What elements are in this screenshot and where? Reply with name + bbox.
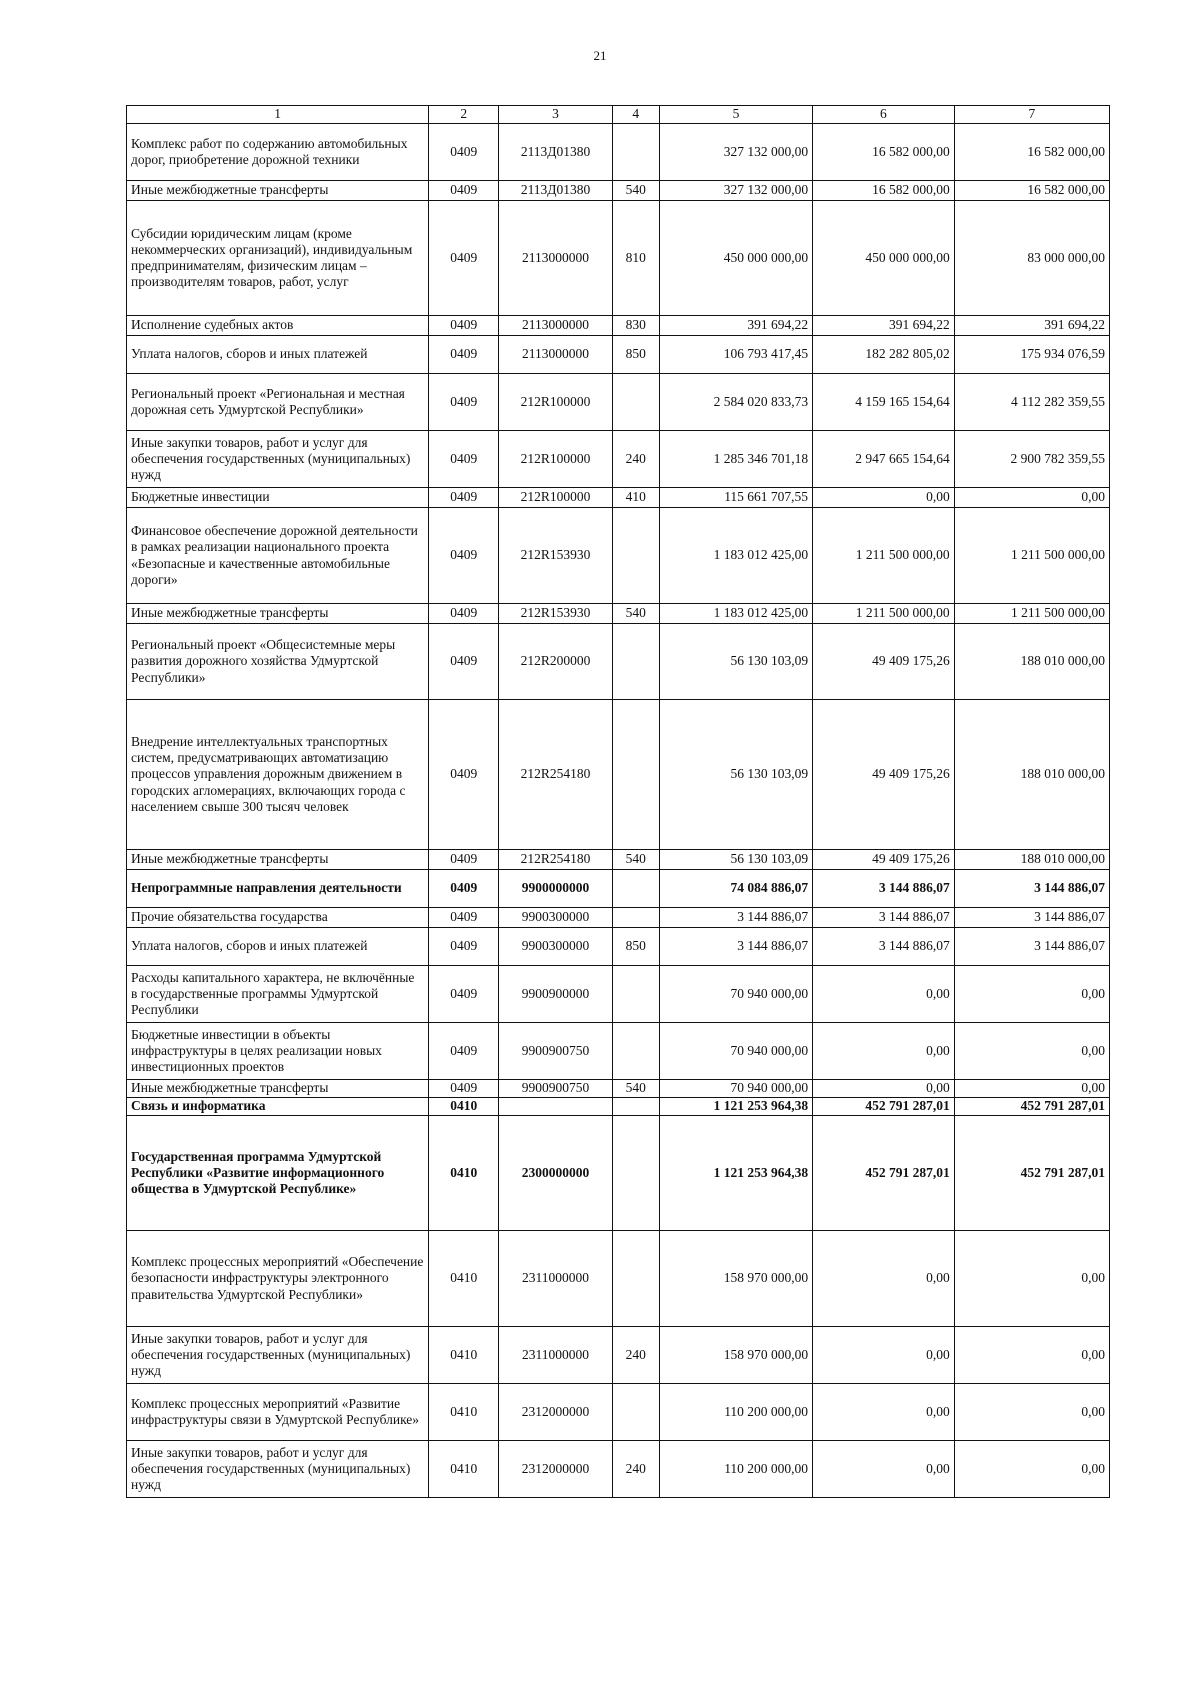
target-article-code	[499, 1098, 612, 1116]
section-code: 0409	[429, 374, 499, 431]
amount-col-7: 188 010 000,00	[954, 624, 1109, 700]
table-row	[127, 870, 1110, 908]
amount-col-7: 188 010 000,00	[954, 700, 1109, 850]
amount-col-6: 4 159 165 154,64	[813, 374, 955, 431]
row-name: Иные межбюджетные трансферты	[127, 604, 429, 624]
expense-type-code: 240	[612, 1441, 659, 1498]
amount-col-5: 56 130 103,09	[659, 700, 812, 850]
table-row	[127, 624, 1110, 700]
target-article-code: 2312000000	[499, 1441, 612, 1498]
target-article-code: 2113000000	[499, 316, 612, 336]
target-article-code: 9900900000	[499, 966, 612, 1023]
amount-col-7: 4 112 282 359,55	[954, 374, 1109, 431]
expense-type-code: 810	[612, 201, 659, 316]
amount-col-5: 2 584 020 833,73	[659, 374, 812, 431]
amount-col-7: 0,00	[954, 1231, 1109, 1327]
amount-col-6: 452 791 287,01	[813, 1116, 955, 1231]
expense-type-code	[612, 1231, 659, 1327]
amount-col-7: 1 211 500 000,00	[954, 604, 1109, 624]
amount-col-6: 0,00	[813, 1327, 955, 1384]
target-article-code: 2113Д01380	[499, 124, 612, 181]
amount-col-6: 0,00	[813, 1441, 955, 1498]
amount-col-7: 3 144 886,07	[954, 908, 1109, 928]
row-name: Иные межбюджетные трансферты	[127, 1080, 429, 1098]
table-row	[127, 201, 1110, 316]
expense-type-code: 540	[612, 604, 659, 624]
table-row	[127, 508, 1110, 604]
amount-col-6: 16 582 000,00	[813, 124, 955, 181]
amount-col-6: 3 144 886,07	[813, 928, 955, 966]
amount-col-6: 16 582 000,00	[813, 181, 955, 201]
row-name: Непрограммные направления деятельности	[127, 870, 429, 908]
amount-col-7: 2 900 782 359,55	[954, 431, 1109, 488]
section-code: 0409	[429, 316, 499, 336]
amount-col-6: 49 409 175,26	[813, 850, 955, 870]
expense-type-code	[612, 1098, 659, 1116]
page-number: 21	[593, 48, 607, 63]
amount-col-7: 16 582 000,00	[954, 181, 1109, 201]
table-row	[127, 1098, 1110, 1116]
expense-type-code: 540	[612, 181, 659, 201]
row-name: Иные закупки товаров, работ и услуг для обеспечения государственных (муниципальных) нужд	[127, 431, 429, 488]
section-code: 0409	[429, 850, 499, 870]
row-name: Иные закупки товаров, работ и услуг для обеспечения государственных (муниципальных) нужд	[127, 1441, 429, 1498]
amount-col-5: 327 132 000,00	[659, 124, 812, 181]
row-name: Внедрение интеллектуальных транспортных систем, предусматривающих автоматизацию процессов управления дорожным движением в городских агломерациях, включающих города с населением свыше 300 тысяч человек	[127, 700, 429, 850]
target-article-code: 212R200000	[499, 624, 612, 700]
amount-col-5: 110 200 000,00	[659, 1384, 812, 1441]
amount-col-6: 3 144 886,07	[813, 908, 955, 928]
expense-type-code	[612, 966, 659, 1023]
target-article-code: 9900900750	[499, 1023, 612, 1080]
amount-col-7: 16 582 000,00	[954, 124, 1109, 181]
column-number-row	[127, 106, 1110, 124]
table-row	[127, 1441, 1110, 1498]
target-article-code: 212R100000	[499, 374, 612, 431]
table-row	[127, 604, 1110, 624]
target-article-code: 2312000000	[499, 1384, 612, 1441]
amount-col-6: 1 211 500 000,00	[813, 508, 955, 604]
target-article-code: 2113000000	[499, 336, 612, 374]
row-name: Бюджетные инвестиции в объекты инфраструктуры в целях реализации новых инвестиционных проектов	[127, 1023, 429, 1080]
target-article-code: 2113000000	[499, 201, 612, 316]
table-row	[127, 1231, 1110, 1327]
target-article-code: 212R100000	[499, 488, 612, 508]
table-row	[127, 1080, 1110, 1098]
row-name: Финансовое обеспечение дорожной деятельности в рамках реализации национального проекта «Безопасные и качественные автомобильные дороги»	[127, 508, 429, 604]
amount-col-5: 56 130 103,09	[659, 850, 812, 870]
amount-col-6: 0,00	[813, 966, 955, 1023]
expense-type-code	[612, 1116, 659, 1231]
section-code: 0409	[429, 124, 499, 181]
row-name: Бюджетные инвестиции	[127, 488, 429, 508]
amount-col-7: 0,00	[954, 1327, 1109, 1384]
amount-col-7: 452 791 287,01	[954, 1098, 1109, 1116]
section-code: 0409	[429, 908, 499, 928]
table-row	[127, 374, 1110, 431]
amount-col-5: 158 970 000,00	[659, 1327, 812, 1384]
table-row	[127, 1327, 1110, 1384]
amount-col-7: 0,00	[954, 966, 1109, 1023]
target-article-code: 9900000000	[499, 870, 612, 908]
target-article-code: 9900900750	[499, 1080, 612, 1098]
budget-table	[126, 105, 1110, 1498]
table-row	[127, 1384, 1110, 1441]
table-row	[127, 700, 1110, 850]
expense-type-code: 850	[612, 928, 659, 966]
row-name: Иные межбюджетные трансферты	[127, 850, 429, 870]
row-name: Региональный проект «Региональная и местная дорожная сеть Удмуртской Республики»	[127, 374, 429, 431]
amount-col-5: 1 121 253 964,38	[659, 1098, 812, 1116]
amount-col-7: 175 934 076,59	[954, 336, 1109, 374]
expense-type-code	[612, 870, 659, 908]
amount-col-7: 452 791 287,01	[954, 1116, 1109, 1231]
expense-type-code	[612, 1384, 659, 1441]
target-article-code: 2300000000	[499, 1116, 612, 1231]
amount-col-7: 3 144 886,07	[954, 870, 1109, 908]
amount-col-5: 70 940 000,00	[659, 1023, 812, 1080]
table-row	[127, 928, 1110, 966]
target-article-code: 212R153930	[499, 604, 612, 624]
row-name: Комплекс процессных мероприятий «Обеспечение безопасности инфраструктуры электронного правительства Удмуртской Республики»	[127, 1231, 429, 1327]
target-article-code: 9900300000	[499, 928, 612, 966]
amount-col-6: 391 694,22	[813, 316, 955, 336]
row-name: Региональный проект «Общесистемные меры развития дорожного хозяйства Удмуртской Республики»	[127, 624, 429, 700]
row-name: Уплата налогов, сборов и иных платежей	[127, 336, 429, 374]
amount-col-6: 2 947 665 154,64	[813, 431, 955, 488]
section-code: 0410	[429, 1116, 499, 1231]
expense-type-code	[612, 908, 659, 928]
amount-col-6: 0,00	[813, 488, 955, 508]
target-article-code: 2311000000	[499, 1231, 612, 1327]
section-code: 0410	[429, 1441, 499, 1498]
amount-col-5: 391 694,22	[659, 316, 812, 336]
row-name: Иные закупки товаров, работ и услуг для обеспечения государственных (муниципальных) нужд	[127, 1327, 429, 1384]
section-code: 0409	[429, 870, 499, 908]
section-code: 0409	[429, 928, 499, 966]
amount-col-6: 0,00	[813, 1231, 955, 1327]
amount-col-5: 110 200 000,00	[659, 1441, 812, 1498]
amount-col-7: 188 010 000,00	[954, 850, 1109, 870]
amount-col-6: 1 211 500 000,00	[813, 604, 955, 624]
amount-col-6: 0,00	[813, 1080, 955, 1098]
amount-col-6: 49 409 175,26	[813, 700, 955, 850]
column-header: 1	[127, 106, 429, 124]
table-row	[127, 488, 1110, 508]
section-code: 0409	[429, 336, 499, 374]
section-code: 0409	[429, 624, 499, 700]
amount-col-5: 450 000 000,00	[659, 201, 812, 316]
amount-col-5: 106 793 417,45	[659, 336, 812, 374]
amount-col-5: 1 183 012 425,00	[659, 508, 812, 604]
expense-type-code: 830	[612, 316, 659, 336]
expense-type-code	[612, 1023, 659, 1080]
amount-col-7: 1 211 500 000,00	[954, 508, 1109, 604]
section-code: 0409	[429, 966, 499, 1023]
amount-col-6: 0,00	[813, 1023, 955, 1080]
amount-col-5: 158 970 000,00	[659, 1231, 812, 1327]
table-row	[127, 431, 1110, 488]
amount-col-6: 450 000 000,00	[813, 201, 955, 316]
row-name: Субсидии юридическим лицам (кроме некоммерческих организаций), индивидуальным предпринимателям, физическим лицам – производителям товаров, работ, услуг	[127, 201, 429, 316]
table-row	[127, 1116, 1110, 1231]
expense-type-code	[612, 624, 659, 700]
section-code: 0409	[429, 508, 499, 604]
section-code: 0410	[429, 1231, 499, 1327]
row-name: Связь и информатика	[127, 1098, 429, 1116]
table-row	[127, 316, 1110, 336]
amount-col-5: 115 661 707,55	[659, 488, 812, 508]
amount-col-5: 327 132 000,00	[659, 181, 812, 201]
section-code: 0409	[429, 431, 499, 488]
target-article-code: 2113Д01380	[499, 181, 612, 201]
amount-col-7: 3 144 886,07	[954, 928, 1109, 966]
section-code: 0409	[429, 181, 499, 201]
amount-col-5: 3 144 886,07	[659, 908, 812, 928]
column-header: 6	[813, 106, 955, 124]
amount-col-6: 182 282 805,02	[813, 336, 955, 374]
target-article-code: 2311000000	[499, 1327, 612, 1384]
table-row	[127, 908, 1110, 928]
amount-col-5: 3 144 886,07	[659, 928, 812, 966]
column-header: 7	[954, 106, 1109, 124]
amount-col-7: 0,00	[954, 488, 1109, 508]
row-name: Комплекс процессных мероприятий «Развитие инфраструктуры связи в Удмуртской Республике»	[127, 1384, 429, 1441]
column-header: 3	[499, 106, 612, 124]
column-header: 4	[612, 106, 659, 124]
amount-col-6: 452 791 287,01	[813, 1098, 955, 1116]
expense-type-code: 540	[612, 1080, 659, 1098]
expense-type-code	[612, 374, 659, 431]
amount-col-5: 56 130 103,09	[659, 624, 812, 700]
expense-type-code	[612, 700, 659, 850]
section-code: 0409	[429, 1023, 499, 1080]
table-row	[127, 1023, 1110, 1080]
amount-col-7: 391 694,22	[954, 316, 1109, 336]
amount-col-5: 74 084 886,07	[659, 870, 812, 908]
amount-col-6: 0,00	[813, 1384, 955, 1441]
target-article-code: 212R254180	[499, 850, 612, 870]
column-header: 2	[429, 106, 499, 124]
section-code: 0410	[429, 1384, 499, 1441]
expense-type-code	[612, 508, 659, 604]
section-code: 0409	[429, 700, 499, 850]
section-code: 0409	[429, 201, 499, 316]
table-row	[127, 966, 1110, 1023]
expense-type-code: 850	[612, 336, 659, 374]
row-name: Комплекс работ по содержанию автомобильных дорог, приобретение дорожной техники	[127, 124, 429, 181]
expense-type-code: 410	[612, 488, 659, 508]
expense-type-code: 240	[612, 431, 659, 488]
table-row	[127, 124, 1110, 181]
expense-type-code: 540	[612, 850, 659, 870]
row-name: Расходы капитального характера, не включённые в государственные программы Удмуртской Республики	[127, 966, 429, 1023]
amount-col-5: 1 183 012 425,00	[659, 604, 812, 624]
amount-col-7: 83 000 000,00	[954, 201, 1109, 316]
row-name: Государственная программа Удмуртской Республики «Развитие информационного общества в Удмуртской Республике»	[127, 1116, 429, 1231]
amount-col-6: 3 144 886,07	[813, 870, 955, 908]
row-name: Прочие обязательства государства	[127, 908, 429, 928]
amount-col-7: 0,00	[954, 1080, 1109, 1098]
amount-col-5: 1 121 253 964,38	[659, 1116, 812, 1231]
row-name: Исполнение судебных актов	[127, 316, 429, 336]
target-article-code: 9900300000	[499, 908, 612, 928]
target-article-code: 212R153930	[499, 508, 612, 604]
target-article-code: 212R254180	[499, 700, 612, 850]
section-code: 0409	[429, 488, 499, 508]
table-row	[127, 181, 1110, 201]
amount-col-5: 70 940 000,00	[659, 1080, 812, 1098]
section-code: 0409	[429, 1080, 499, 1098]
column-header: 5	[659, 106, 812, 124]
amount-col-7: 0,00	[954, 1441, 1109, 1498]
amount-col-6: 49 409 175,26	[813, 624, 955, 700]
section-code: 0410	[429, 1327, 499, 1384]
expense-type-code: 240	[612, 1327, 659, 1384]
amount-col-5: 70 940 000,00	[659, 966, 812, 1023]
section-code: 0410	[429, 1098, 499, 1116]
table-row	[127, 850, 1110, 870]
target-article-code: 212R100000	[499, 431, 612, 488]
amount-col-5: 1 285 346 701,18	[659, 431, 812, 488]
row-name: Иные межбюджетные трансферты	[127, 181, 429, 201]
amount-col-7: 0,00	[954, 1384, 1109, 1441]
expense-type-code	[612, 124, 659, 181]
row-name: Уплата налогов, сборов и иных платежей	[127, 928, 429, 966]
section-code: 0409	[429, 604, 499, 624]
table-row	[127, 336, 1110, 374]
amount-col-7: 0,00	[954, 1023, 1109, 1080]
